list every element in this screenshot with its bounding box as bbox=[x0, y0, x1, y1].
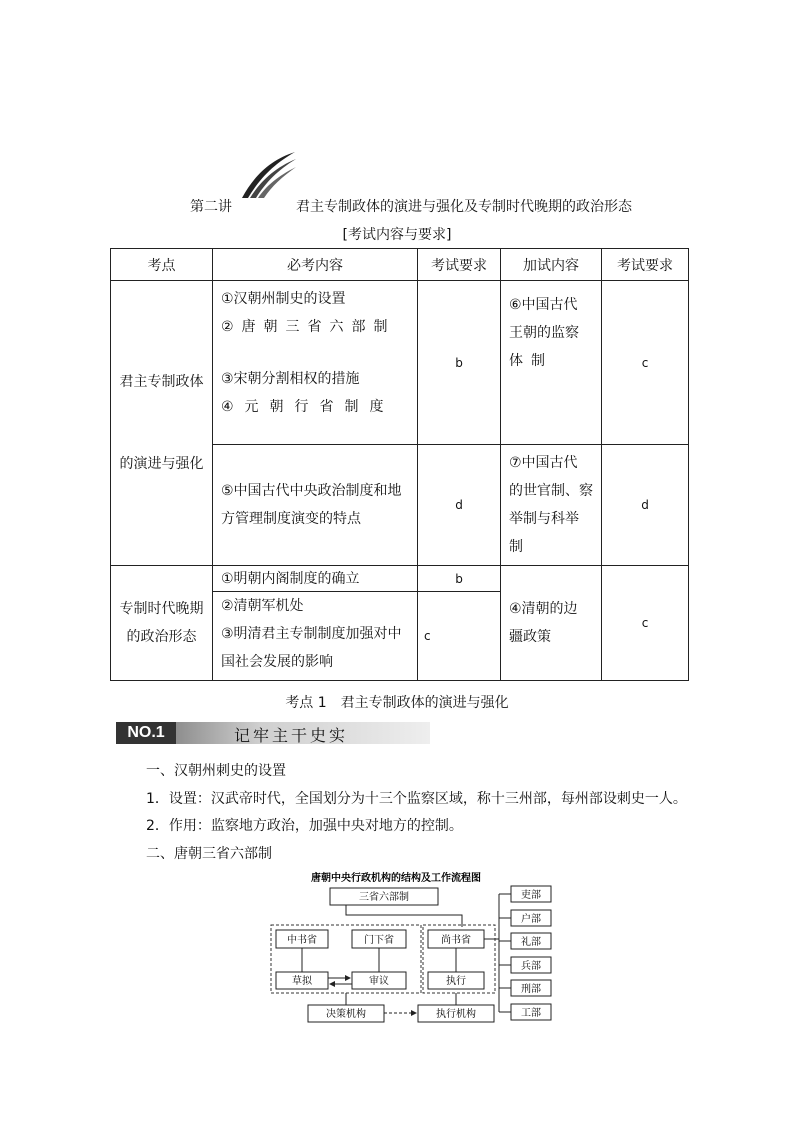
decision-body-label: 决策机构 bbox=[326, 1009, 366, 1020]
department-label: 工部 bbox=[521, 1008, 541, 1019]
department-label: 礼部 bbox=[521, 937, 541, 948]
section-banner bbox=[116, 722, 430, 744]
list-item: 体制 bbox=[509, 353, 553, 369]
heading-1: 一、汉朝州刺史的设置 bbox=[146, 763, 286, 779]
required-content-cell bbox=[213, 281, 418, 445]
lecture-title: 君主专制政体的演进与强化及专制时代晚期的政治形态 bbox=[296, 199, 632, 215]
list-item: ②唐朝三省六部制 bbox=[221, 319, 396, 335]
swoosh-decoration-icon bbox=[240, 150, 300, 200]
topic-line: 的演进与强化 bbox=[119, 456, 204, 472]
list-item: 的世官制、察 bbox=[509, 483, 593, 499]
list-item: ⑥中国古代 bbox=[509, 297, 578, 313]
extra-level-cell: c bbox=[602, 566, 689, 681]
extra-content-cell bbox=[501, 281, 602, 445]
list-item: 疆政策 bbox=[509, 629, 551, 645]
topic-line: 的政治形态 bbox=[126, 629, 197, 645]
level-cell: c bbox=[418, 592, 501, 681]
zhongshu-label: 中书省 bbox=[287, 935, 317, 946]
header-extra: 加试内容 bbox=[501, 249, 602, 281]
lecture-heading bbox=[0, 196, 794, 218]
department-label: 兵部 bbox=[521, 961, 541, 972]
topic-line: 专制时代晚期 bbox=[119, 601, 204, 617]
department-label: 户部 bbox=[521, 914, 541, 925]
department-label: 吏部 bbox=[521, 890, 541, 901]
table-row bbox=[111, 281, 689, 445]
section-badge: NO.1 bbox=[116, 722, 176, 744]
shangshu-label: 尚书省 bbox=[441, 935, 471, 946]
table-row bbox=[111, 566, 689, 592]
heading-2: 二、唐朝三省六部制 bbox=[146, 846, 272, 862]
paragraph-2: 2．作用：监察地方政治，加强中央对地方的控制。 bbox=[146, 818, 463, 834]
level-cell: b bbox=[418, 281, 501, 445]
zhixing-label: 执行 bbox=[446, 976, 466, 987]
menxia-label: 门下省 bbox=[364, 935, 394, 946]
level-cell: b bbox=[418, 566, 501, 592]
list-item: 王朝的监察 bbox=[509, 325, 579, 341]
extra-level-cell: c bbox=[602, 281, 689, 445]
list-item: 方管理制度演变的特点 bbox=[221, 511, 361, 527]
extra-content-cell bbox=[501, 445, 602, 566]
list-item: ⑤中国古代中央政治制度和地 bbox=[221, 483, 402, 499]
level-cell: d bbox=[418, 445, 501, 566]
list-item: ④清朝的边 bbox=[509, 601, 578, 617]
lecture-number: 第二讲 bbox=[190, 199, 232, 215]
execution-body-label: 执行机构 bbox=[436, 1009, 476, 1020]
topic-cell bbox=[111, 281, 213, 566]
header-extra-level: 考试要求 bbox=[602, 249, 689, 281]
list-item: ①汉朝州制史的设置 bbox=[221, 291, 346, 307]
section-title: 考点 1 君主专制政体的演进与强化 bbox=[285, 695, 509, 711]
requirements-subtitle: [考试内容与要求] bbox=[342, 227, 452, 243]
department-label: 刑部 bbox=[521, 984, 541, 995]
list-item: 制 bbox=[509, 539, 523, 555]
topic-line: 君主专制政体 bbox=[119, 374, 204, 390]
topic-cell bbox=[111, 566, 213, 681]
caoni-label: 草拟 bbox=[292, 976, 312, 987]
paragraph-1: 1．设置：汉武帝时代，全国划分为十三个监察区域，称十三州部，每州部设刺史一人。 bbox=[146, 791, 687, 807]
table-header-row bbox=[111, 249, 689, 281]
diagram-title: 唐朝中央行政机构的结构及工作流程图 bbox=[311, 873, 481, 884]
required-content-cell bbox=[213, 445, 418, 566]
tang-government-diagram bbox=[266, 868, 556, 1024]
list-item: 国社会发展的影响 bbox=[221, 654, 333, 670]
list-item: ③宋朝分割相权的措施 bbox=[221, 371, 360, 387]
departments-list bbox=[499, 886, 551, 1020]
banner-text: 记牢主干史实 bbox=[234, 726, 349, 745]
header-topic: 考点 bbox=[111, 249, 213, 281]
requirements-table bbox=[110, 248, 689, 681]
list-item: ②清朝军机处 bbox=[221, 598, 304, 614]
list-item: ⑦中国古代 bbox=[509, 455, 578, 471]
extra-content-cell bbox=[501, 566, 602, 681]
list-item: ③明清君主专制制度加强对中 bbox=[221, 626, 402, 642]
header-required: 必考内容 bbox=[213, 249, 418, 281]
root-label: 三省六部制 bbox=[359, 892, 409, 903]
extra-level-cell: d bbox=[602, 445, 689, 566]
list-item: ④元朝行省制度 bbox=[221, 399, 395, 415]
header-level: 考试要求 bbox=[418, 249, 501, 281]
required-content-cell bbox=[213, 592, 418, 681]
shenyi-label: 审议 bbox=[369, 976, 389, 987]
list-item: 举制与科举 bbox=[509, 511, 579, 527]
required-content-cell: ①明朝内阁制度的确立 bbox=[213, 566, 418, 592]
